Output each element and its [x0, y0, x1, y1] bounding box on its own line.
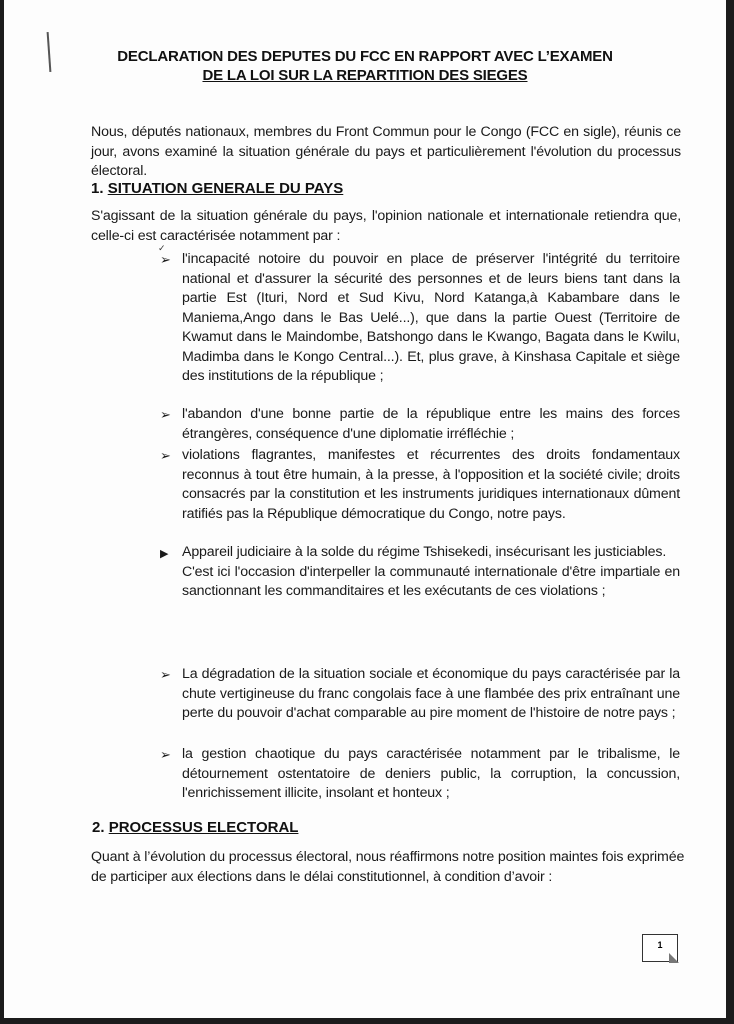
section-1-number: 1. — [91, 180, 108, 197]
triangle-bullet-icon: ▶ — [160, 548, 169, 560]
page-number-value: 1 — [657, 940, 663, 950]
section-1-heading — [91, 180, 343, 197]
bullet-text: la gestion chaotique du pays caractérisée notamment par le tribalisme, le détournement ostentatoire de deniers public, la corruption, la concussion, l'enrichissement illicite, insolant et honteux ; — [182, 746, 680, 801]
section-2-lead: Quant à l’évolution du processus électoral, nous réaffirmons notre position maintes fois exprimée de participer aux élections dans le délai constitutionnel, à condition d’avoir : — [91, 849, 685, 885]
bullet-item — [160, 446, 680, 524]
bullet-text: violations flagrantes, manifestes et récurrentes des droits fondamentaux reconnus à tout être humain, à la presse, à l'opposition et la société civile; droits consacrés par la constitution et les instruments juridiques internationaux dûment ratifiés pas la République démocratique du Congo, notre pays. — [182, 447, 680, 522]
bullet-item — [160, 250, 680, 387]
intro-paragraph: Nous, députés nationaux, membres du Front Commun pour le Congo (FCC en sigle), réunis ce jour, avons examiné la situation générale du pays et particulièrement l'évolution du processus électoral. — [91, 124, 681, 179]
arrow-bullet-icon: ➢ — [160, 747, 171, 762]
bullet-item — [160, 745, 680, 804]
bullet-item — [160, 665, 680, 724]
bullet-item — [160, 543, 680, 602]
document-page — [4, 0, 726, 1018]
page-number — [642, 934, 678, 962]
title-line-2: DE LA LOI SUR LA REPARTITION DES SIEGES — [202, 67, 528, 84]
arrow-bullet-icon: ➢ — [160, 448, 171, 463]
page-curl-icon — [669, 953, 679, 963]
section-1-title: SITUATION GENERALE DU PAYS — [107, 180, 344, 197]
section-2-heading — [92, 819, 298, 836]
arrow-bullet-icon: ➢ — [160, 667, 171, 682]
bullet-text: l'abandon d'une bonne partie de la république entre les mains des forces étrangères, conséquence d'une diplomatie irréfléchie ; — [182, 406, 680, 442]
bullet-text: l'incapacité notoire du pouvoir en place de préserver l'intégrité du territoire national et d'assurer la sécurité des personnes et de leurs biens tant dans la partie Est (Ituri, Nord et Sud Kivu, Nord Katanga,à Kabambare dans le Maniema,Ango dans le Bas Uelé...), que dans la partie Ouest (Territoire de Kwamut dans le Maindombe, Batshongo dans le Kwango, Bagata dans le Kwilu, Madimba dans le Kongo Central...). Et, plus grave, à Kinshasa Capitale et siège des institutions de la république ; — [182, 251, 680, 384]
section-1-lead: S'agissant de la situation générale du pays, l'opinion nationale et internationale retiendra que, celle-ci est caractérisée notamment par : — [91, 208, 681, 244]
title-line-1: DECLARATION DES DEPUTES DU FCC EN RAPPORT AVEC L’EXAMEN — [117, 48, 613, 65]
arrow-bullet-icon: ➢ — [160, 407, 171, 422]
bullet-item — [160, 405, 680, 444]
document-title — [4, 47, 726, 85]
bullet-text: La dégradation de la situation sociale et économique du pays caractérisée par la chute vertigineuse du franc congolais face à une flambée des prix entraînant une perte du pouvoir d'achat comparable au pire moment de l'histoire de notre pays ; — [182, 666, 680, 721]
bullet-text: Appareil judiciaire à la solde du régime Tshisekedi, insécurisant les justiciables. — [182, 544, 667, 560]
section-2-number: 2. — [92, 819, 109, 836]
check-mark: ✓ — [158, 243, 166, 253]
section-2-title: PROCESSUS ELECTORAL — [108, 819, 299, 836]
arrow-bullet-icon: ➢ — [160, 252, 171, 267]
bullet-followup-text: C'est ici l'occasion d'interpeller la communauté internationale d'être impartiale en sanctionnant les commanditaires et les exécutants de ces violations ; — [182, 563, 680, 599]
